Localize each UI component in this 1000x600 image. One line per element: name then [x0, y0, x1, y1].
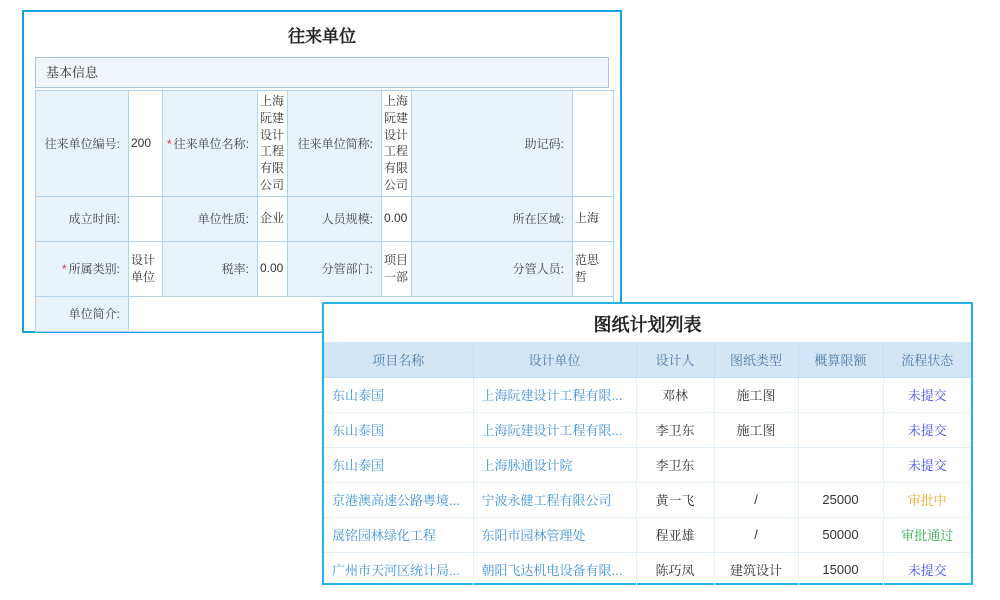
drawing-plan-panel: [322, 302, 973, 585]
field-label-text: 税率:: [221, 262, 249, 277]
field-label-person-in-charge: [412, 241, 573, 296]
budget-limit-cell: 50000: [798, 517, 883, 552]
budget-limit-cell: 25000: [798, 482, 883, 517]
design-unit-link[interactable]: 宁波永健工程有限公司: [473, 482, 636, 517]
field-value-staff-size: 0.00: [382, 196, 412, 241]
project-link[interactable]: 京港澳高速公路粤境...: [324, 482, 473, 517]
designer-cell: 黄一飞: [636, 482, 714, 517]
field-value-mnemonic-code: [573, 91, 614, 197]
field-value-dept-in-charge: 项目一部: [382, 241, 412, 296]
table-row: [324, 377, 971, 412]
required-marker: *: [166, 136, 172, 151]
field-label-text: 所属类别:: [68, 262, 120, 277]
status-cell: 未提交: [883, 412, 971, 447]
col-header-project-name: 项目名称: [324, 342, 473, 377]
field-label-text: 分管部门:: [321, 262, 373, 277]
partner-form-table: [35, 90, 614, 332]
field-label-unit-nature: [163, 196, 258, 241]
table-row: [324, 517, 971, 552]
partner-form-panel: [22, 10, 622, 333]
field-value-partner-name: 上海阮建设计工程有限公司: [258, 91, 288, 197]
drawing-type-cell: /: [714, 517, 798, 552]
field-value-unit-nature: 企业: [258, 196, 288, 241]
drawing-type-cell: /: [714, 482, 798, 517]
budget-limit-cell: [798, 377, 883, 412]
required-marker: *: [61, 262, 67, 277]
designer-cell: 李卫东: [636, 447, 714, 482]
designer-cell: 陈巧凤: [636, 552, 714, 587]
table-row: [324, 447, 971, 482]
design-unit-link[interactable]: 东阳市园林管理处: [473, 517, 636, 552]
designer-cell: 程亚雄: [636, 517, 714, 552]
drawing-type-cell: [714, 447, 798, 482]
field-label-partner-shortname: [288, 91, 382, 197]
drawing-type-cell: 建筑设计: [714, 552, 798, 587]
field-label-text: 往来单位简称:: [297, 136, 373, 151]
field-label-partner-name: [163, 91, 258, 197]
field-label-text: 分管人员:: [512, 262, 564, 277]
field-label-text: 助记码:: [524, 136, 564, 151]
designer-cell: 李卫东: [636, 412, 714, 447]
field-value-partner-code: 200: [129, 91, 163, 197]
designer-cell: 邓林: [636, 377, 714, 412]
field-label-text: 往来单位名称:: [173, 136, 249, 151]
design-unit-link[interactable]: 上海阮建设计工程有限...: [473, 377, 636, 412]
table-row: [324, 552, 971, 587]
design-unit-link[interactable]: 上海脉通设计院: [473, 447, 636, 482]
budget-limit-cell: [798, 412, 883, 447]
field-label-mnemonic-code: [412, 91, 573, 197]
field-value-partner-shortname: 上海阮建设计工程有限公司: [382, 91, 412, 197]
field-label-unit-profile: [36, 296, 129, 331]
project-link[interactable]: 东山泰国: [324, 447, 473, 482]
field-value-person-in-charge: 范思哲: [573, 241, 614, 296]
drawing-plan-table: [324, 342, 971, 587]
project-link[interactable]: 广州市天河区统计局...: [324, 552, 473, 587]
field-label-text: 成立时间:: [68, 212, 120, 227]
field-label-founded-date: [36, 196, 129, 241]
form-row: [36, 91, 614, 197]
table-row: [324, 412, 971, 447]
field-label-text: 单位性质:: [197, 212, 249, 227]
field-value-region: 上海: [573, 196, 614, 241]
project-link[interactable]: 晟铭园林绿化工程: [324, 517, 473, 552]
table-row: [324, 482, 971, 517]
project-link[interactable]: 东山泰国: [324, 412, 473, 447]
col-header-design-unit: 设计单位: [473, 342, 636, 377]
drawing-type-cell: 施工图: [714, 377, 798, 412]
field-label-staff-size: [288, 196, 382, 241]
field-label-category: [36, 241, 129, 296]
field-label-tax-rate: [163, 241, 258, 296]
project-link[interactable]: 东山泰国: [324, 377, 473, 412]
col-header-designer: 设计人: [636, 342, 714, 377]
design-unit-link[interactable]: 朝阳飞达机电设备有限...: [473, 552, 636, 587]
status-cell: 未提交: [907, 563, 947, 579]
form-row: [36, 196, 614, 241]
partner-panel-title: 往来单位: [288, 27, 356, 46]
col-header-drawing-type: 图纸类型: [714, 342, 798, 377]
form-row: [36, 241, 614, 296]
field-label-dept-in-charge: [288, 241, 382, 296]
drawing-type-cell: 施工图: [714, 412, 798, 447]
field-label-text: 单位简介:: [68, 307, 120, 322]
field-label-partner-code: [36, 91, 129, 197]
budget-limit-cell: [798, 447, 883, 482]
basic-info-section-header: 基本信息: [35, 57, 609, 88]
table-header-row: [324, 342, 971, 377]
field-label-text: 所在区域:: [512, 212, 564, 227]
col-header-flow-status: 流程状态: [883, 342, 971, 377]
field-label-text: 人员规模:: [321, 212, 373, 227]
design-unit-link[interactable]: 上海阮建设计工程有限...: [473, 412, 636, 447]
status-cell: 未提交: [883, 377, 971, 412]
status-cell: 审批通过: [883, 517, 971, 552]
status-cell: 未提交: [883, 447, 971, 482]
field-value-tax-rate: 0.00: [258, 241, 288, 296]
field-value-category: 设计单位: [129, 241, 163, 296]
col-header-budget-limit: 概算限额: [798, 342, 883, 377]
drawing-plan-title: 图纸计划列表: [593, 315, 702, 335]
field-value-founded-date: [129, 196, 163, 241]
status-cell: 审批中: [883, 482, 971, 517]
field-label-region: [412, 196, 573, 241]
budget-limit-cell: 15000: [798, 552, 883, 587]
field-label-text: 往来单位编号:: [44, 136, 120, 151]
